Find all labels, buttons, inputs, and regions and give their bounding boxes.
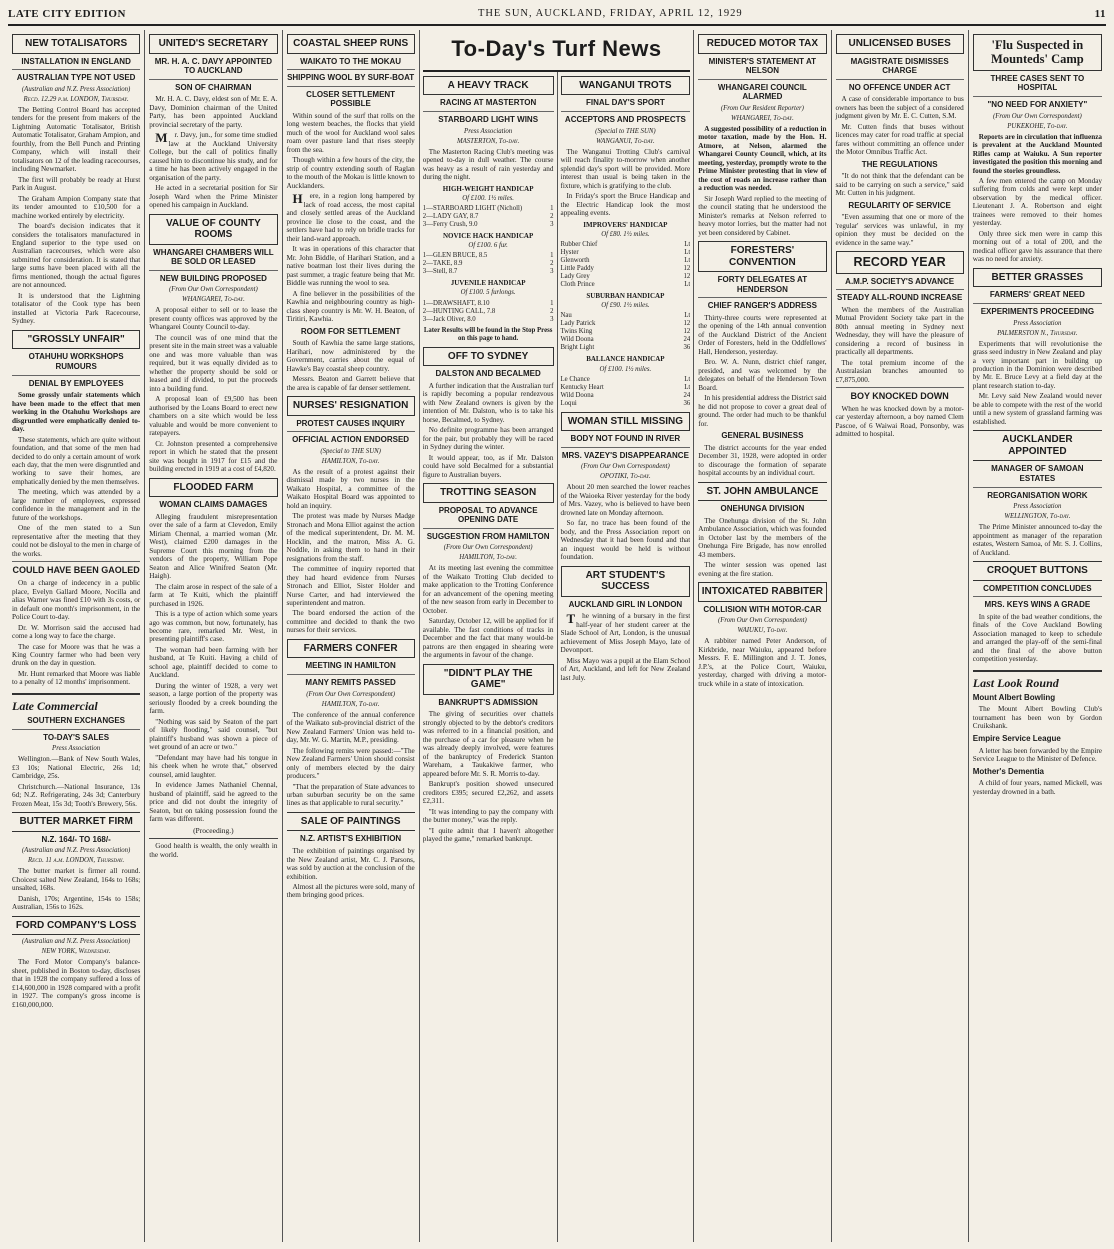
headline: ST. JOHN AMBULANCE xyxy=(698,482,826,502)
paragraph: Only three sick men were in camp this morning out of a total of 200, and the medical officer gave his assurance that there was no need for anxiety. xyxy=(972,229,1102,264)
paragraph: The Ford Motor Company's balance-sheet, published in Boston to-day, discloses that in 1928 the company suffered a loss of £14,600,000 in 1928 compared with a profit in 1927. The company's gross income is £160,000,000. xyxy=(12,958,141,1009)
column-2 xyxy=(145,30,282,1242)
race-stake: Of £100. 1½ miles. xyxy=(462,194,514,202)
headline: INTOXICATED RABBITER xyxy=(698,582,826,602)
paragraph: Messrs. Beaton and Garrett believe that the area is capable of far denser settlement. xyxy=(286,375,415,392)
subhead: STEADY ALL-ROUND INCREASE xyxy=(836,289,964,303)
headline: "DIDN'T PLAY THE GAME" xyxy=(423,664,554,695)
dateline: OPOTIKI, To-day. xyxy=(600,473,651,481)
dateline: WANGANUI, To-day. xyxy=(596,137,655,145)
headline: VALUE OF COUNTY ROOMS xyxy=(149,214,277,245)
paragraph: Mr. Cutten finds that buses without licences may cater for road traffic at special fares without committing an offence under the Motor Omnibus Traffic Act. xyxy=(835,122,964,157)
paragraph: The committee of inquiry reported that they had heard evidence from Nurses Stronach and Elliot, Sister Holder and Nurse Carter, and had interviewed the superintendent and matron. xyxy=(286,565,415,607)
paragraph: The meeting, which was attended by a large number of employees, expressed confidence in the management and in the future of the workshops. xyxy=(12,488,141,522)
race-result: 3—Stell, 8.7 3 xyxy=(422,268,554,276)
paragraph: A case of considerable importance to bus owners has been the subject of a considered judgment given by Mr. E. C. Cutten, S.M. xyxy=(835,95,964,121)
race-stake: Of £90. 1½ miles. xyxy=(601,302,650,310)
subhead: EXPERIMENTS PROCEEDING xyxy=(973,303,1102,317)
race-stake: Of £100. 1½ miles. xyxy=(599,365,652,373)
dateline: HAMILTON, To-day. xyxy=(321,457,380,465)
race-title: HIGH-WEIGHT HANDICAP xyxy=(442,184,534,193)
headline: WOMAN STILL MISSING xyxy=(561,412,691,432)
paragraph: Within sound of the surf that rolls on the long western beaches, the flocks that yield much of the wool for Auckland wool sales roam over pasture land that rises steeply from the sea. xyxy=(286,111,415,154)
subhead: NO OFFENCE UNDER ACT xyxy=(836,79,964,93)
paragraph: Christchurch.—National Insurance, 13s 6d; N.Z. Refrigerating, 24s 3d; Canterbury Frozen Meat, 15s 3d; Tooth's Brewery, 56s. xyxy=(12,782,141,808)
paragraph: The total premium income of the Australasian branches amounted to £7,875,000. xyxy=(835,358,964,384)
paragraph: In his presidential address the District said he did not propose to cover a great deal of ground. The order had much to be thankful for. xyxy=(698,394,827,428)
paragraph: The woman had been farming with her husband, at Te Kuiti. Having a child of school age, plaintiff decided to come to Auckland. xyxy=(149,645,278,680)
race-entry: Wild Doona 24 xyxy=(560,336,691,344)
paragraph: The Wanganui Trotting Club's carnival will reach finality to-morrow when another splendid day's sport will be provided. More interest than usual is being taken in the fixture, which is gratifying to the club. xyxy=(560,147,691,190)
race-result: 3—Jack Oliver, 8.0 3 xyxy=(422,315,554,323)
paragraph: Reports are in circulation that influenza is prevalent at the Auckland Mounted Rifles camp at Waiuku. A Sun reporter investigated the position this morning and found the stories groundless. xyxy=(972,132,1102,175)
paragraph: Bro. W. A. Nunn, district chief ranger, presided, and was welcomed by the delegates on behalf of the Henderson Town Board. xyxy=(698,358,827,392)
headline: UNLICENSED BUSES xyxy=(836,34,964,54)
subhead: ACCEPTORS AND PROSPECTS xyxy=(561,111,691,125)
paragraph: Wellington.—Bank of New South Wales, £3 10s; National Electric, 26s 1d; Cambridge, 25s. xyxy=(12,755,141,781)
race-result: 1—STARBOARD LIGHT (Nicholl) 1 xyxy=(422,204,554,212)
headline: COASTAL SHEEP RUNS xyxy=(287,34,415,54)
paragraph: The giving of securities over chattels strongly objected to by the debtor's creditors was referred to in a financial position, and the purchase of a car for pleasure when he was already deeply involved, were features of the bankruptcy of Frederick Stanton Wareham, a Taukakiwe farmer, who appeared before Mr. S. R. Morris to-day. xyxy=(422,710,554,778)
paragraph: Good health is wealth, the only wealth in the world. xyxy=(149,842,278,859)
subhead: MEETING IN HAMILTON xyxy=(305,661,396,671)
source-line: (Special to THE SUN) xyxy=(595,127,656,135)
subhead: ROOM FOR SETTLEMENT xyxy=(300,326,401,336)
paragraph: The Prime Minister announced to-day the appointment as manager of the reparation estates, Western Samoa, of Mr. S. J. Collins, of Auckland. xyxy=(972,523,1102,557)
paragraph: On a charge of indecency in a public place, Evelyn Gallard Moore, Nocilla and alias Warner was fined £10 with 3s costs, or in default one month's imprisonment, in the Police Court to-day. xyxy=(12,579,141,622)
headline: FARMERS CONFER xyxy=(287,639,415,659)
paragraph: A letter has been forwarded by the Empire Service League to the Minister of Defence. xyxy=(972,746,1102,764)
paragraph: A suggested possibility of a reduction in motor taxation, made by the Hon. H. Atmore, at Nelson, alarmed the Whangarei County Council, which, at its meeting, yesterday, promptly wrote to the Prime Minister protesting that in view of the cost of roads an increase rather than a reduction was needed. xyxy=(698,124,827,193)
page-number: 11 xyxy=(1094,7,1106,20)
paragraph: A fine believer in the possibilities of the Kawhia and neighbouring country as high-class sheep country is Mr. W. H. Beaton, of Tiritiri, Kawhia. xyxy=(286,289,415,324)
headline: UNITED'S SECRETARY xyxy=(149,34,277,54)
paragraph: As the result of a protest against their dismissal made by two nurses in the Waikato Hospital, a committee of the Waikato Hospital Board was appointed to hold an inquiry. xyxy=(286,467,415,510)
race-entry: Le Chance Lt xyxy=(560,375,691,383)
paragraph: A proposal loan of £9,500 has been authorised by the Loans Board to erect new chambers on a site which would be less valuable and would be more convenient to ratepayers. xyxy=(149,395,278,438)
paragraph: The Graham Ampion Company state that its tender amounted to £10,500 for a machine worked entirely by electricity. xyxy=(12,194,141,220)
paragraph: The butter market is firmer all round. Choicest salted New Zealand, 164s to 168s; unsalted, 168s. xyxy=(12,867,141,893)
paragraph: The exhibition of paintings organised by the New Zealand artist, Mr. C. J. Parsons, was sold by auction at the conclusion of the exhibition. xyxy=(286,847,415,881)
paragraph: These statements, which are quite without foundation, and that some of the men had decided to do only a certain amount of work each day, that the men were disgruntled and working to save their homes, are emphatically denied by the men themselves. xyxy=(12,435,141,486)
subhead: SON OF CHAIRMAN xyxy=(149,79,277,93)
subhead: ONEHUNGA DIVISION xyxy=(720,504,805,514)
race-result: 2—LADY GAY, 8.7 2 xyxy=(422,212,554,220)
paragraph: A further indication that the Australian turf is rapidly becoming a popular rendezvous with New Zealand owners is given by the intention of Mr. Dalston, who is to take his horse, Becalmed, to Sydney. xyxy=(422,381,554,424)
paragraph: Cr. Johnston presented a comprehensive report in which he stated that the present site was bought in 1917 for £15 and the building erected in 1919 at a cost of £4,820. xyxy=(149,439,278,474)
headline: SALE OF PAINTINGS xyxy=(287,812,415,832)
subhead: BANKRUPT'S ADMISSION xyxy=(438,697,538,707)
paragraph: "Defendant may have had his tongue in his cheek when he wrote that," observed counsel, amid laughter. xyxy=(149,753,278,779)
subhead: SOUTHERN EXCHANGES xyxy=(27,716,126,726)
race-entry: Nau Lt xyxy=(560,312,691,320)
paragraph: This is a type of action which some years ago was common, but now, fortunately, has become rare, remarked Mr. West, in presenting plaintiff's case. xyxy=(149,610,278,644)
dateline: WAIUKU, To-day. xyxy=(737,627,788,635)
paragraph: Mr. Davy, jun., for some time studied law at the Auckland University College, but the call of politics finally caused him to discontinue his study, and for a time he has been actively engaged in the organisation of the party. xyxy=(149,130,278,182)
column-4 xyxy=(423,72,557,1242)
paragraph: One of the men stated to a Sun representative after the meeting that they could not be disloyal to the men in charge of the works. xyxy=(12,524,141,558)
dateline: Recd. 12.29 p.m. LONDON, Thursday. xyxy=(23,95,129,103)
subhead: PROPOSAL TO ADVANCE OPENING DATE xyxy=(438,505,538,525)
subhead: CLOSER SETTLEMENT POSSIBLE xyxy=(287,86,415,109)
source-line: (From Our Own Correspondent) xyxy=(992,112,1082,120)
race-entry: Cloth Prince Lt xyxy=(560,280,691,288)
subhead: THREE CASES SENT TO HOSPITAL xyxy=(990,73,1085,93)
source-line: (Australian and N.Z. Press Association) xyxy=(21,847,131,855)
paragraph: The Betting Control Board has accepted tenders for the present from makers of the Lightning Automatic Totalisator, British Automatic Totalisator, Graham Ampion, and fourthly, from the Bell Punch and Printing Company, which will install their totalisators on 12 of the leading racecourses, including Newmarket. xyxy=(12,105,141,174)
masthead xyxy=(8,4,1106,26)
paragraph: Sir Joseph Ward replied to the meeting of the council stating that he understood the Minister's remarks at Nelson referred to heavy motor lorries, but the matter had not yet been considered by Cabinet. xyxy=(698,194,827,237)
race-title: JUVENILE HANDICAP xyxy=(450,279,526,288)
headline: BETTER GRASSES xyxy=(973,268,1102,288)
race-entry: Little Paddy 12 xyxy=(560,264,691,272)
paragraph: During the winter of 1928, a very wet season, a large portion of the property was seriously flooded by a creek bounding the farm. xyxy=(149,681,278,716)
source-line: (From Our Resident Reporter) xyxy=(720,104,804,112)
paragraph: At its meeting last evening the committee of the Waikato Trotting Club decided to make application to the Trotting Conference for an advancement of the opening meeting of the new season from early in December to October. xyxy=(422,564,554,615)
race-entry: Wild Doona 24 xyxy=(560,391,691,399)
headline: CROQUET BUTTONS xyxy=(973,561,1102,581)
dateline: PALMERSTON N., Thursday. xyxy=(997,329,1078,337)
column-7 xyxy=(832,30,969,1242)
dateline: WHANGAREI, To-day. xyxy=(181,296,245,304)
subhead: MRS. VAZEY'S DISAPPEARANCE xyxy=(561,447,691,461)
race-stake: Of £100. 5 furlongs. xyxy=(460,289,516,297)
source-line: (From Our Own Correspondent) xyxy=(306,690,396,698)
subhead: DENIAL BY EMPLOYEES xyxy=(12,375,140,389)
race-result: 1—DRAWSHAFT, 8.10 1 xyxy=(422,299,554,307)
subhead: WHANGAREI CHAMBERS WILL BE SOLD OR LEASED xyxy=(153,247,274,267)
paragraph: Some grossly unfair statements which have been made to the effect that men working in the Otahuhu Workshops are disgruntled were emphatically denied to-day. xyxy=(12,391,141,434)
paragraph: A rabbiter named Peter Anderson, of Kirkbride, near Waiuku, appeared before Messrs. F. E. Millington and J. T. Jones, J.P.'s, at the Police Court, Waiuku, yesterday, charged with driving a motor-truck while in a state of intoxication. xyxy=(698,637,827,688)
paragraph: The winter session was opened last evening at the fire station. xyxy=(698,561,827,578)
subhead: MR. H. A. C. DAVY APPOINTED TO AUCKLAND xyxy=(154,56,273,76)
section-heading: Late Commercial xyxy=(12,693,140,713)
subhead: FORTY DELEGATES AT HENDERSON xyxy=(717,275,808,294)
source-line: Press Association xyxy=(464,127,513,135)
paragraph: Almost all the pictures were sold, many of them bringing good prices. xyxy=(286,883,415,900)
paragraph: "I quite admit that I haven't altogether played the game," remarked bankrupt. xyxy=(422,826,554,844)
headline: OFF TO SYDNEY xyxy=(423,347,554,367)
subhead: FINAL DAY'S SPORT xyxy=(585,98,665,108)
race-result: 2—TAKE, 8.9 2 xyxy=(422,260,554,268)
paragraph: It is understood that the Lightning totalisator of the Cook type has been installed at Victoria Park Racecourse, Sydney. xyxy=(12,291,141,326)
column-3 xyxy=(283,30,420,1242)
race-result: 3—Ferry Crush, 9.0 3 xyxy=(422,220,554,228)
subhead: SHIPPING WOOL BY SURF-BOAT xyxy=(287,69,415,83)
paragraph: The following remits were passed:—"The New Zealand Farmers' Union should consist only of members elected by the dairy producers." xyxy=(286,746,415,781)
column-1 xyxy=(8,30,145,1242)
headline: REDUCED MOTOR TAX xyxy=(698,34,826,54)
source-line: Press Association xyxy=(1013,319,1062,327)
paragraph: In spite of the bad weather conditions, the finals of the Cove Auckland Bowling Association managed to keep to schedule and arranged the play-off of the semi-final and the final of the above button competition yesterday. xyxy=(972,612,1102,664)
paragraph: Though within a few hours of the city, the strip of country extending south of Raglan to the mouth of the Mokau is little known to Aucklanders. xyxy=(286,156,415,190)
paragraph: No definite programme has been arranged for the pair, but probably they will be raced in Sydney during the winter. xyxy=(422,426,554,452)
subhead: MANAGER OF SAMOAN ESTATES xyxy=(991,464,1084,483)
subhead: INSTALLATION IN ENGLAND xyxy=(21,56,131,66)
paragraph: Bankrupt's position showed unsecured creditors £395; secured £2,262, and assets £2,311. xyxy=(422,780,554,806)
newspaper-page xyxy=(8,30,1106,1242)
race-title: NOVICE HACK HANDICAP xyxy=(443,231,534,240)
paragraph: It would appear, too, as if Mr. Dalston could have sold Becalmed for a substantial figure to Australian buyers. xyxy=(422,453,554,479)
race-entry: Glenworth Lt xyxy=(560,256,691,264)
stop-press-note: Later Results will be found in the Stop Press on this page to hand. xyxy=(423,326,553,342)
headline: AUCKLANDER APPOINTED xyxy=(973,430,1102,461)
paragraph: The claim arose in respect of the sale of a farm at Te Kuiti, which the plaintiff purchased in 1926. xyxy=(149,582,278,608)
subhead: OFFICIAL ACTION ENDORSED xyxy=(287,431,415,445)
race-entry: Hyster Lt xyxy=(560,248,691,256)
subhead: WOMAN CLAIMS DAMAGES xyxy=(159,500,268,510)
paragraph: Thirty-three courts were represented at the opening of the 14th annual convention of the Auckland District of the Ancient Order of Foresters, held in the Oddfellows' Hall, Henderson, yesterday. xyxy=(698,313,827,356)
subhead: REORGANISATION WORK xyxy=(973,487,1102,501)
dateline: WELLINGTON, To-day. xyxy=(1004,513,1071,521)
dateline: Recd. 11 a.m. LONDON, Thursday. xyxy=(27,857,125,865)
subhead: Empire Service League xyxy=(972,733,1061,743)
subhead: COLLISION WITH MOTOR-CAR xyxy=(703,604,822,614)
headline: TROTTING SEASON xyxy=(423,483,554,503)
paragraph: A proposal either to sell or to lease the present county offices was approved by the Whangarei County Council to-day. xyxy=(149,306,278,332)
column-5 xyxy=(557,72,691,1242)
source-line: (From Our Own Correspondent) xyxy=(580,463,670,471)
subhead: SUGGESTION FROM HAMILTON xyxy=(423,528,554,542)
race-entry: Rubber Chief Lt xyxy=(560,240,691,248)
source-line: Press Association xyxy=(1013,503,1062,511)
turf-news-title: To-Day's Turf News xyxy=(423,30,691,72)
paragraph: It was in operations of this character that Mr. John Biddle, of Harihari Station, and a native boatman lost their lives during the past summer, a tragic feature being that Mr. Biddle was running the wool to sea. xyxy=(286,245,415,288)
source-line: (Special to THE SUN) xyxy=(320,447,381,455)
subhead: AUCKLAND GIRL IN LONDON xyxy=(568,599,683,609)
race-entry: Lady Patrick 12 xyxy=(560,320,691,328)
paragraph: The Mount Albert Bowling Club's tournament has been won by Gordon Cruikshank. xyxy=(972,705,1102,731)
headline: A HEAVY TRACK xyxy=(423,76,554,96)
paragraph: Alleging fraudulent misrepresentation over the sale of a farm at Clevedon, Emily Miriam Chennal, a married woman (Mr. West), claimed £200 damages in the Supreme Court this morning from the vendors of the property, William Pope Seaton and Alice Winifred Seaton (Mr. Haigh). xyxy=(149,512,278,581)
subhead: MAGISTRATE DISMISSES CHARGE xyxy=(850,56,949,76)
paragraph: A few men entered the camp on Monday suffering from colds and were kept under observation by the medical officer. Lieutenant J. A. Robertson and eight trainees were removed to their homes yesterday. xyxy=(972,176,1102,228)
subhead: N.Z. 164/- TO 168/- xyxy=(41,834,111,844)
edition-label: LATE CITY EDITION xyxy=(8,7,126,20)
source-line: (From Our Own Correspondent) xyxy=(168,286,258,294)
subhead: REGULARITY OF SERVICE xyxy=(848,200,951,210)
subhead: Mount Albert Bowling xyxy=(972,692,1056,702)
subhead: DALSTON AND BECALMED xyxy=(435,369,541,379)
paragraph: The Masterton Racing Club's meeting was opened to-day in dull weather. The course was heavy as a result of rain yesterday and during the night. xyxy=(422,147,554,182)
paragraph: Saturday, October 12, will be applied for if available. The fast conditions of tracks in December and the fact that many would-be patrons are then engaged in shearing were the arguments in favour of the change. xyxy=(422,617,554,660)
dateline: HAMILTON, To-day. xyxy=(459,554,517,562)
subhead: "NO NEED FOR ANXIETY" xyxy=(973,96,1102,110)
subhead: WAIKATO TO THE MOKAU xyxy=(300,56,402,66)
headline: BUTTER MARKET FIRM xyxy=(12,812,140,832)
headline: RECORD YEAR xyxy=(836,251,964,273)
race-title: BALLANCE HANDICAP xyxy=(586,355,665,364)
paragraph: "It do not think that the defendant can be said to be carrying on such a service," said Mr. Cutten in his judgment. xyxy=(835,172,964,198)
column-8 xyxy=(969,30,1106,1242)
subhead: GENERAL BUSINESS xyxy=(721,431,804,441)
source-line: (Australian and N.Z. Press Association) xyxy=(21,938,131,946)
subhead: MINISTER'S STATEMENT AT NELSON xyxy=(708,56,817,76)
subhead: A.M.P. SOCIETY'S ADVANCE xyxy=(845,276,955,286)
paragraph: Danish, 170s; Argentine, 154s to 158s; Australian, 156s to 162s. xyxy=(12,894,141,912)
paragraph: The winning of a bursary in the first half-year of her student career at the Slade School of Art, London, is the unusual achievement of Miss Joseph Mayo, late of Devonport. xyxy=(560,611,691,655)
subhead: STARBOARD LIGHT WINS xyxy=(423,111,554,125)
paragraph: The council was of one mind that the present site in the main street was a valuable one and was more valuable than was required, but it was equally divided as to whether the property should be sold or leased and if divided, to put the proceeds into a building fund. xyxy=(149,333,278,393)
race-title: SUBURBAN HANDICAP xyxy=(586,291,665,300)
subhead: OTAHUHU WORKSHOPS RUMOURS xyxy=(28,352,124,371)
paragraph: In Friday's sport the Bruce Handicap and the Electric Handicap look the most appealing events. xyxy=(560,192,691,218)
subhead: COMPETITION CONCLUDES xyxy=(983,583,1092,593)
headline: COULD HAVE BEEN GAOLED xyxy=(12,561,140,576)
race-stake: Of £100. 6 fur. xyxy=(468,242,508,250)
paragraph: Mr. Levy said New Zealand would never be able to compete with the rest of the world until a new system of grassland farming was established. xyxy=(972,392,1102,426)
source-line: (Australian and N.Z. Press Association) xyxy=(21,85,131,93)
subhead: NEW BUILDING PROPOSED xyxy=(149,270,277,284)
paragraph: When the members of the Australian Mutual Provident Society take part in the 80th annual meeting in Sydney next Wednesday, they will have the pleasure of considering a record of business in practically all departments. xyxy=(835,305,964,357)
subhead: Mother's Dementia xyxy=(972,766,1044,776)
dateline: NEW YORK, Wednesday. xyxy=(41,948,111,956)
race-stake: Of £80. 1½ miles. xyxy=(601,230,650,238)
paragraph: The board's decision indicates that it considers the totalisators manufactured in England superior to the type used on Australian racecourses, which were also submitted for consideration. It is stated that large sums have been placed with all the firms mentioned, though the actual figures are not announced. xyxy=(12,222,141,290)
headline: NURSES' RESIGNATION xyxy=(287,396,415,416)
paragraph: "That the preparation of State advances to urban suburban security be on the same lines as that applicable to rural security." xyxy=(286,782,415,808)
paragraph: The protest was made by Nurses Madge Stronach and Mona Elliot against the action of the medical superintendent, Dr. M. M. Hocklin, and the matron, Miss A. G. Noddle, in asking them to hand in their resignations from the staff. xyxy=(286,512,415,563)
paragraph: Dr. W. Morrison said the accused had come a long way to face the charge. xyxy=(12,623,141,641)
race-result: 2—HUNTING CALL, 7.8 2 xyxy=(422,307,554,315)
column-6 xyxy=(694,30,831,1242)
race-entry: Kentucky Heart Lt xyxy=(560,383,691,391)
paragraph: South of Kawhia the same large stations, Harihari, now administered by the Government, carries about the equal of Hawke's Bay coastal sheep country. xyxy=(286,339,415,373)
headline: BOY KNOCKED DOWN xyxy=(836,387,964,402)
paragraph: "Even assuming that one or more of the 'regular' services was unlawful, in my opinion they must be decided on the evidence in the same way." xyxy=(835,213,964,247)
paragraph: A child of four years, named Mickell, was yesterday drowned in a bath. xyxy=(972,779,1102,796)
headline: FORESTERS' CONVENTION xyxy=(698,241,826,272)
turf-news-section xyxy=(420,30,695,1242)
subhead: RACING AT MASTERTON xyxy=(439,98,537,108)
subhead: BODY NOT FOUND IN RIVER xyxy=(570,434,681,444)
paragraph: The board endorsed the action of the committee and decided to thank the two nurses for their services. xyxy=(286,609,415,635)
paragraph: He acted in a secretarial position for Sir Joseph Ward when the Prime Minister opened his campaign in Auckland. xyxy=(149,184,278,210)
paragraph: "Nothing was said by Seaton of the part of likely flooding," said counsel, "but plaintiff's husband was shown a piece of wet ground of an acre or two." xyxy=(149,717,278,752)
subhead: MANY REMITS PASSED xyxy=(287,674,415,688)
source-line: Press Association xyxy=(52,745,101,753)
race-entry: Bright Light 36 xyxy=(560,344,691,352)
subhead: N.Z. ARTIST'S EXHIBITION xyxy=(300,834,402,844)
race-entry: Lady Grey 12 xyxy=(560,272,691,280)
paragraph: Here, in a region long hampered by lack of road access, the most capital and closely settled areas of the Auckland province lie close to the coast, and the settlers have had to rely on bridle tracks for their land-ward approach. xyxy=(286,191,415,243)
paragraph: The district accounts for the year ended December 31, 1928, were adopted in order to discourage the formation of separate hospital accounts by an individual court. xyxy=(698,443,827,478)
subhead: TO-DAY'S SALES xyxy=(12,729,140,743)
dateline: HAMILTON, To-day. xyxy=(321,700,380,708)
paragraph: The conference of the annual conference of the Waikato sub-provincial district of the New Zealand Farmers' Union was held to-day, Mr. W. G. Martin, M.P., presiding. xyxy=(286,710,415,745)
paragraph: Miss Mayo was a pupil at the Elam School of Art, Auckland, and left for New Zealand last July. xyxy=(560,656,691,682)
headline: FORD COMPANY'S LOSS xyxy=(12,916,140,936)
subhead: PROTEST CAUSES INQUIRY xyxy=(296,418,405,428)
subhead: AUSTRALIAN TYPE NOT USED xyxy=(12,69,140,83)
subhead: FARMERS' GREAT NEED xyxy=(989,290,1085,300)
subhead: CHIEF RANGER'S ADDRESS xyxy=(698,297,826,311)
race-result: 1—GLEN BRUCE, 8.5 1 xyxy=(422,252,554,260)
section-heading: Last Look Round xyxy=(973,670,1102,690)
subhead: MRS. KEYS WINS A GRADE xyxy=(973,596,1102,610)
paragraph: "It was intending to pay the company with the butter money," was the reply. xyxy=(422,807,554,825)
headline: WANGANUI TROTS xyxy=(561,76,691,96)
paragraph: Mr. H. A. C. Davy, eldest son of Mr. E. A. Davy, Dominion chairman of the United Party, has been appointed Auckland provincial secretary of the party. xyxy=(149,95,278,129)
paragraph: When he was knocked down by a motor-car yesterday afternoon, a boy named Clem Pascoe, of 6 Waiwai Road, Ponsonby, was admitted to hospital. xyxy=(835,404,964,439)
race-entry: Twins King 12 xyxy=(560,328,691,336)
paragraph: Mr. Hunt remarked that Moore was liable to a penalty of 12 months' imprisonment. xyxy=(12,669,141,687)
headline: FLOODED FARM xyxy=(149,478,277,498)
headline: NEW TOTALISATORS xyxy=(12,34,140,54)
paragraph: The Onehunga division of the St. John Ambulance Association, which was founded in October last by the members of the Onehunga Fire Brigade, has now enrolled 43 members. xyxy=(698,516,827,559)
proceeding-note: (Proceeding.) xyxy=(193,825,234,835)
subhead: WHANGAREI COUNCIL ALARMED xyxy=(698,79,826,102)
headline: 'Flu Suspected in Mounteds' Camp xyxy=(973,34,1102,71)
paragraph: The first will probably be ready at Hurst Park in August. xyxy=(12,175,141,193)
paragraph: About 20 men searched the lower reaches of the Waioeka River yesterday for the body of Mrs. Vazey, who is believed to have been drowned late on Monday afternoon. xyxy=(560,483,691,517)
dateline: WHANGAREI, To-day. xyxy=(730,114,794,122)
paper-dateline: THE SUN, AUCKLAND, FRIDAY, APRIL 12, 1929 xyxy=(477,7,743,19)
source-line: (From Our Own Correspondent) xyxy=(443,544,533,552)
paragraph: The case for Moore was that he was a King Country farmer who had been very drunk on the day in question. xyxy=(12,642,141,668)
paragraph: So far, no trace has been found of the body, and the Press Association report on Wednesday that it had been found and that an inquest would be held is without foundation. xyxy=(560,519,691,562)
dateline: PUKEKOHE, To-day. xyxy=(1007,122,1068,130)
paragraph: Experiments that will revolutionise the grass seed industry in New Zealand and play a very important part in building up production in the Dominion were described by Mr. E. Bruce Levy at a field day at the plant research station to-day. xyxy=(972,339,1102,390)
paragraph: In evidence James Nathaniel Chennal, husband of plaintiff, said he agreed to the price and did not doubt the integrity of Seaton, but on taking possession found the farm was different. xyxy=(149,781,278,824)
dateline: MASTERTON, To-day. xyxy=(456,137,520,145)
source-line: (From Our Own Correspondent) xyxy=(717,617,807,625)
race-entry: Loqui 36 xyxy=(560,399,691,407)
headline: ART STUDENT'S SUCCESS xyxy=(561,566,691,597)
headline: "GROSSLY UNFAIR" xyxy=(12,330,140,350)
race-title: IMPROVERS' HANDICAP xyxy=(583,220,668,229)
subhead: THE REGULATIONS xyxy=(861,159,938,169)
